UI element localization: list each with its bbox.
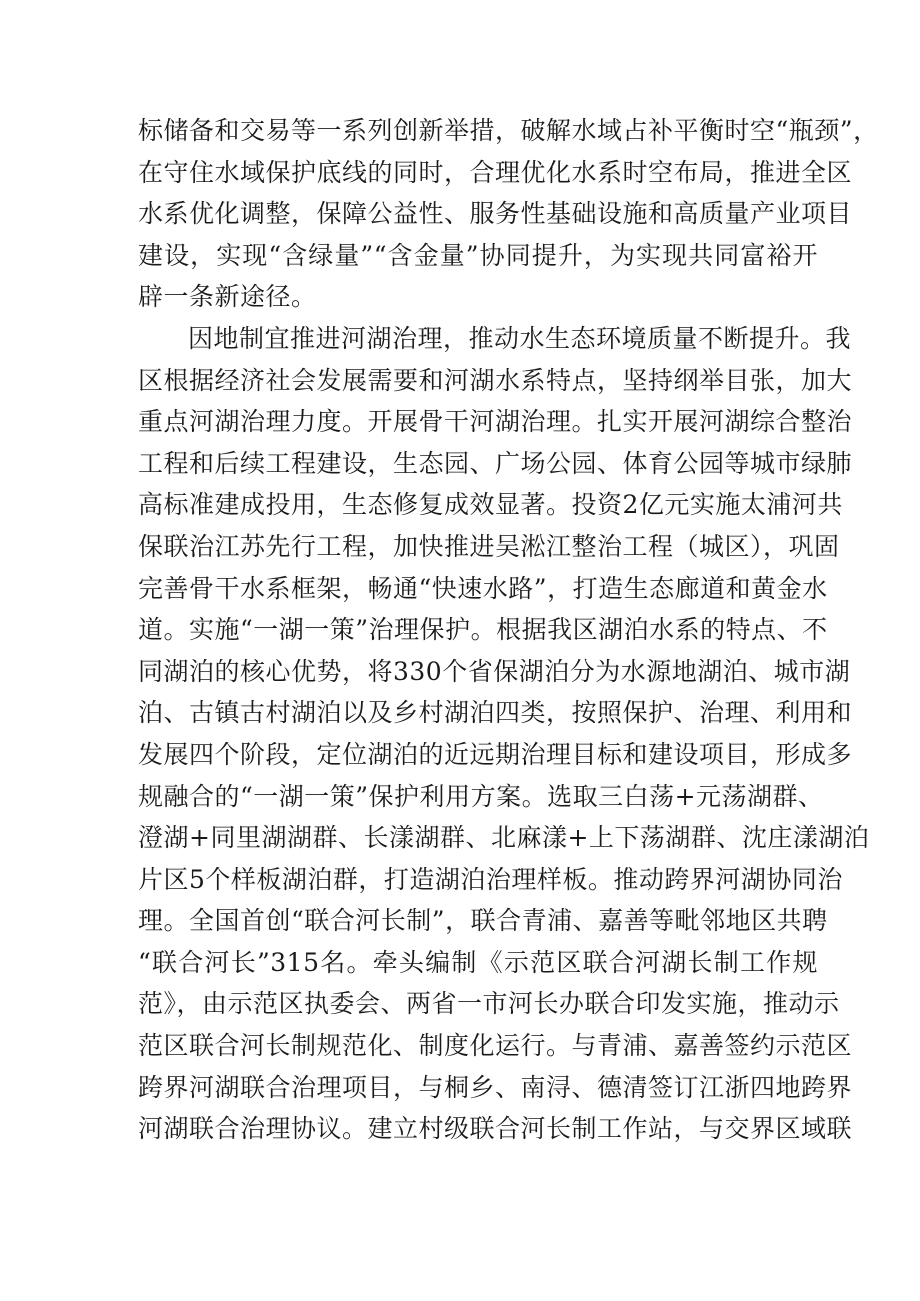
paragraph-line: 澄湖+同里湖湖群、长漾湖群、北麻漾+上下荡湖群、沈庄漾湖泊 [138,823,870,853]
paragraph-line: 片区5个样板湖泊群，打造湖泊治理样板。推动跨界河湖协同治 [138,864,843,894]
paragraph-line: 泊、古镇古村湖泊以及乡村湖泊四类，按照保护、治理、利用和 [138,698,853,728]
paragraph-line: 同湖泊的核心优势，将330个省保湖泊分为水源地湖泊、城市湖 [138,656,851,686]
paragraph-line: 范区联合河长制规范化、制度化运行。与青浦、嘉善签约示范区 [138,1031,853,1061]
paragraph-line: 范》，由示范区执委会、两省一市河长办联合印发实施，推动示 [138,989,840,1019]
paragraph-line: 工程和后续工程建设，生态园、广场公园、体育公园等城市绿肺 [138,448,853,478]
paragraph-line: 理。全国首创“联合河长制”，联合青浦、嘉善等毗邻地区共聘 [138,906,828,936]
paragraph-line: 发展四个阶段，定位湖泊的近远期治理目标和建设项目，形成多 [138,739,853,769]
paragraph-line: 完善骨干水系框架，畅通“快速水路”，打造生态廊道和黄金水 [138,573,828,603]
paragraph-line: 辟一条新途径。 [138,282,317,312]
paragraph-line: 因地制宜推进河湖治理，推动水生态环境质量不断提升。我 [188,323,852,353]
paragraph-line: “联合河长”315名。牵头编制《示范区联合河湖长制工作规 [138,947,818,977]
paragraph-line: 高标准建成投用，生态修复成效显著。投资2亿元实施太浦河共 [138,490,843,520]
paragraph-line: 河湖联合治理协议。建立村级联合河长制工作站，与交界区域联 [138,1114,853,1144]
paragraph-line: 标储备和交易等一系列创新举措，破解水域占补平衡时空“瓶颈”， [138,116,879,145]
paragraph-line: 重点河湖治理力度。开展骨干河湖治理。扎实开展河湖综合整治 [138,407,853,437]
paragraph-line: 道。实施“一湖一策”治理保护。根据我区湖泊水系的特点、不 [138,615,828,645]
paragraph-line: 建设，实现“含绿量”“含金量”协同提升，为实现共同富裕开 [138,240,818,270]
paragraph-line: 跨界河湖联合治理项目，与桐乡、南浔、德清签订江浙四地跨界 [138,1072,853,1102]
paragraph-line: 水系优化调整，保障公益性、服务性基础设施和高质量产业项目 [138,199,853,229]
paragraph-line: 保联治江苏先行工程，加快推进吴淞江整治工程（城区），巩固 [138,531,840,561]
paragraph-line: 规融合的“一湖一策”保护利用方案。选取三白荡+元荡湖群、 [138,781,824,811]
paragraph-line: 在守住水域保护底线的同时，合理优化水系时空布局，推进全区 [138,157,853,187]
document-body [138,110,879,1150]
paragraph-line: 区根据经济社会发展需要和河湖水系特点，坚持纲举目张，加大 [138,365,853,395]
